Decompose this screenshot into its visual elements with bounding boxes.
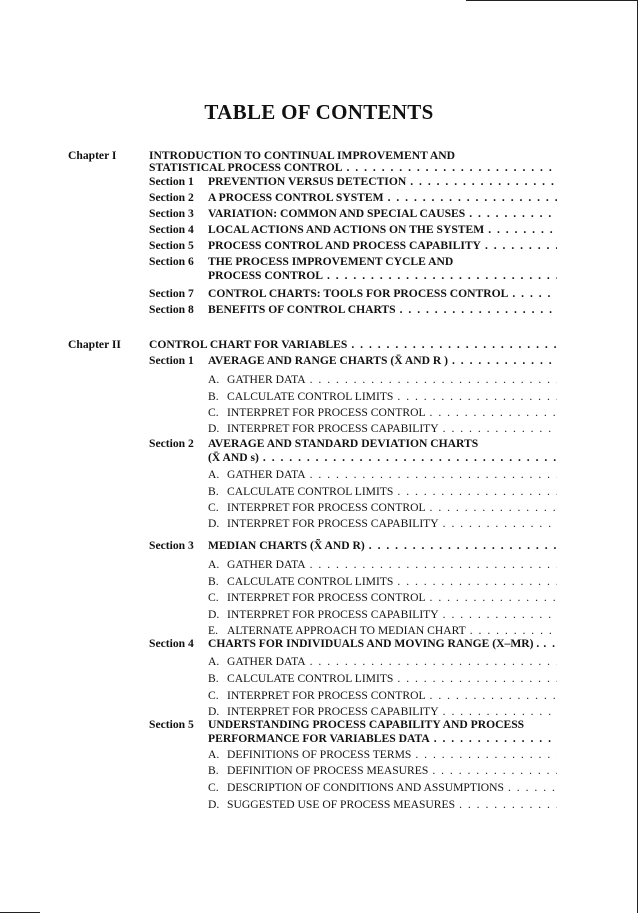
section-text [208,450,557,466]
item-text [227,780,557,796]
section-title-line1: AVERAGE AND STANDARD DEVIATION CHARTS [208,437,479,450]
section-text [208,538,557,554]
item-text [227,389,557,405]
item-letter: B. [208,485,219,498]
section-label: Section 5 [149,718,194,731]
item-title: ALTERNATE APPROACH TO MEDIAN CHART [227,624,466,637]
item-title: GATHER DATA [227,373,306,386]
section-title-line1: UNDERSTANDING PROCESS CAPABILITY AND PROCESS [208,718,525,731]
item-title: INTERPRET FOR PROCESS CONTROL [227,591,426,604]
item-letter: C. [208,689,219,702]
item-title: CALCULATE CONTROL LIMITS [227,390,394,403]
section-text [208,286,557,302]
page-title: TABLE OF CONTENTS [204,100,434,124]
dot-leader [400,302,557,318]
item-text [227,500,557,516]
item-title: CALCULATE CONTROL LIMITS [227,575,394,588]
section-text [208,238,557,254]
item-letter: D. [208,608,220,621]
item-title: INTERPRET FOR PROCESS CAPABILITY [227,517,439,530]
section-title: PERFORMANCE FOR VARIABLES DATA [208,732,430,745]
dot-leader [508,780,557,796]
dot-leader [263,450,557,466]
dot-leader [310,557,557,573]
dot-leader [310,467,557,483]
item-text [227,484,557,500]
dot-leader [410,174,557,190]
section-title: CONTROL CHARTS: TOOLS FOR PROCESS CONTROL [208,287,509,300]
item-letter: B. [208,672,219,685]
item-title: GATHER DATA [227,468,306,481]
dot-leader [430,500,557,516]
dot-leader [443,516,557,532]
item-letter: A. [208,558,220,571]
section-text [208,636,557,652]
item-text [227,574,557,590]
item-title: DEFINITIONS OF PROCESS TERMS [227,748,412,761]
item-title: INTERPRET FOR PROCESS CONTROL [227,406,426,419]
chapter2-title: CONTROL CHART FOR VARIABLES [149,338,348,351]
item-letter: D. [208,517,220,530]
section-title: MEDIAN CHARTS (X̃ AND R) [208,539,365,552]
section-label: Section 8 [149,303,194,316]
dot-leader [452,353,557,369]
item-title: INTERPRET FOR PROCESS CONTROL [227,501,426,514]
item-text [227,763,557,779]
chapter-label: Chapter I [68,149,117,162]
dot-leader [388,190,557,206]
item-text [227,557,557,573]
section-title: PROCESS CONTROL [208,269,323,282]
section-text [208,353,557,369]
section-text [208,268,557,284]
dot-leader [434,731,557,747]
item-text [227,590,557,606]
chapter2-text [149,337,557,353]
section-label: Section 4 [149,223,194,236]
section-title: LOCAL ACTIONS AND ACTIONS ON THE SYSTEM [208,223,485,236]
item-letter: D. [208,422,220,435]
dot-leader [397,389,557,405]
item-title: GATHER DATA [227,558,306,571]
section-label: Section 5 [149,239,194,252]
item-title: INTERPRET FOR PROCESS CAPABILITY [227,705,439,718]
item-text [227,654,557,670]
item-text [227,372,557,388]
section-text [208,190,557,206]
item-text [227,467,557,483]
dot-leader [369,538,557,554]
dot-leader [485,238,557,254]
item-letter: D. [208,798,220,811]
section-title: AVERAGE AND RANGE CHARTS (X̄ AND R ) [208,354,448,367]
section-title-line1: THE PROCESS IMPROVEMENT CYCLE AND [208,255,454,268]
section-text [208,174,557,190]
item-title: SUGGESTED USE OF PROCESS MEASURES [227,798,456,811]
item-letter: E. [208,624,218,637]
dot-leader [432,763,557,779]
item-title: INTERPRET FOR PROCESS CAPABILITY [227,608,439,621]
section-label: Section 6 [149,255,194,268]
dot-leader [351,337,557,353]
item-letter: A. [208,468,220,481]
item-letter: C. [208,781,219,794]
section-title: A PROCESS CONTROL SYSTEM [208,191,384,204]
section-label: Section 7 [149,287,194,300]
dot-leader [397,574,557,590]
item-title: CALCULATE CONTROL LIMITS [227,485,394,498]
item-title: INTERPRET FOR PROCESS CAPABILITY [227,422,439,435]
item-letter: C. [208,591,219,604]
item-title: GATHER DATA [227,655,306,668]
item-text [227,607,557,623]
section-label: Section 4 [149,637,194,650]
item-text [227,421,557,437]
item-title: CALCULATE CONTROL LIMITS [227,672,394,685]
dot-leader [543,636,557,652]
item-letter: A. [208,748,220,761]
chapter-title-line1: INTRODUCTION TO CONTINUAL IMPROVEMENT AND [149,149,455,162]
dot-leader [415,747,557,763]
item-text [227,516,557,532]
dot-leader [327,268,557,284]
section-label: Section 1 [149,354,194,367]
dot-leader [310,372,557,388]
section-label: Section 3 [149,539,194,552]
item-letter: C. [208,501,219,514]
section-title: VARIATION: COMMON AND SPECIAL CAUSES [208,207,466,220]
dot-leader [397,484,557,500]
dot-leader [512,286,557,302]
item-text [227,747,557,763]
section-title: PREVENTION VERSUS DETECTION [208,175,407,188]
section-label: Section 1 [149,175,194,188]
dot-leader [397,671,557,687]
section-label: Section 3 [149,207,194,220]
item-text [227,405,557,421]
section-title: PROCESS CONTROL AND PROCESS CAPABILITY [208,239,481,252]
item-letter: C. [208,406,219,419]
dot-leader [430,688,557,704]
dot-leader [488,222,557,238]
dot-leader [469,206,557,222]
chapter1-intro-title: STATISTICAL PROCESS CONTROL [149,161,343,174]
item-letter: A. [208,373,220,386]
item-text [227,797,557,813]
item-title: INTERPRET FOR PROCESS CONTROL [227,689,426,702]
section-label: Section 2 [149,437,194,450]
section-label: Section 2 [149,191,194,204]
item-title: DEFINITION OF PROCESS MEASURES [227,764,429,777]
section-text [208,302,557,318]
dot-leader [459,797,557,813]
section-title: CHARTS FOR INDIVIDUALS AND MOVING RANGE (X–MR) . [208,637,540,650]
dot-leader [310,654,557,670]
item-letter: B. [208,390,219,403]
chapter-label: Chapter II [68,338,121,351]
section-title: (X̄ AND s) [208,451,259,464]
dot-leader [443,607,557,623]
item-text [227,688,557,704]
item-letter: D. [208,705,220,718]
section-text [208,222,557,238]
section-text [208,206,557,222]
dot-leader [443,421,557,437]
item-letter: A. [208,655,220,668]
item-text [227,671,557,687]
dot-leader [430,590,557,606]
dot-leader [430,405,557,421]
section-title: BENEFITS OF CONTROL CHARTS [208,303,396,316]
section-text [208,731,557,747]
page-edge-top [466,0,638,1]
item-title: DESCRIPTION OF CONDITIONS AND ASSUMPTIONS [227,781,504,794]
item-letter: B. [208,575,219,588]
item-letter: B. [208,764,219,777]
